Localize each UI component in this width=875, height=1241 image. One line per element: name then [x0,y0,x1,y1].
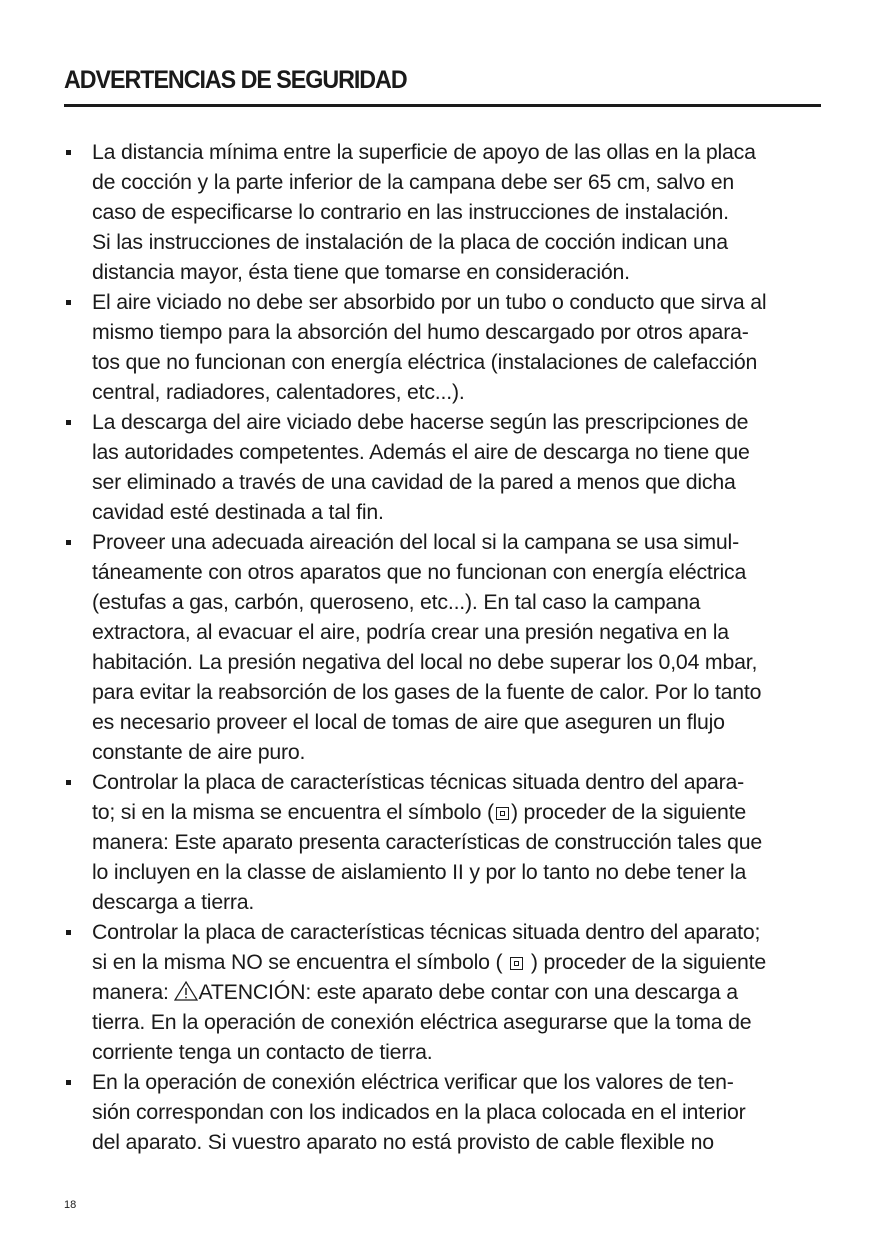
text-line: La distancia mínima entre la superficie de apoyo de las ollas en la placa [92,140,756,164]
bullet-marker [66,780,71,785]
text-line: las autoridades competentes. Además el aire de descarga no tiene que [92,440,750,464]
text-line: (estufas a gas, carbón, queroseno, etc...). En tal caso la campana [92,590,701,614]
text-line: tos que no funcionan con energía eléctrica (instalaciones de calefacción [92,350,758,374]
text-line: táneamente con otros aparatos que no funcionan con energía eléctrica [92,560,747,584]
text-line: Si las instrucciones de instalación de la placa de cocción indican una [92,230,728,254]
text-line: sión correspondan con los indicados en la placa colocada en el interior [92,1100,746,1124]
double-insulation-symbol-icon [510,957,523,970]
text-line: tierra. En la operación de conexión eléctrica asegurarse que la toma de [92,1010,752,1034]
text-line: caso de especificarse lo contrario en las instrucciones de instalación. [92,200,729,224]
list-item [64,1067,821,1157]
text-line: del aparato. Si vuestro aparato no está provisto de cable flexible no [92,1130,714,1154]
bullet-marker [66,1080,71,1085]
list-item [64,407,821,527]
text-fragment: ATENCIÓN: este aparato debe contar con una descarga a [198,980,738,1004]
list-item [64,527,821,767]
text-fragment: ) proceder de la siguiente [530,950,766,974]
text-line: Controlar la placa de características técnicas situada dentro del aparato; [92,920,761,944]
text-line: habitación. La presión negativa del local no debe superar los 0,04 mbar, [92,650,758,674]
bullet-marker [66,150,71,155]
safety-warnings-list [64,137,821,1157]
list-item [64,767,821,917]
text-fragment: manera: [92,980,169,1004]
bullet-marker [66,420,71,425]
text-line: para evitar la reabsorción de los gases de la fuente de calor. Por lo tanto [92,680,762,704]
text-line: mismo tiempo para la absorción del humo descargado por otros apara- [92,320,749,344]
double-insulation-symbol-icon [496,807,509,820]
text-line: descarga a tierra. [92,890,255,914]
text-line: La descarga del aire viciado debe hacerse según las prescripciones de [92,410,749,434]
text-line: En la operación de conexión eléctrica verificar que los valores de ten- [92,1070,734,1094]
text-line: Proveer una adecuada aireación del local si la campana se usa simul- [92,530,739,554]
page-title: ADVERTENCIAS DE SEGURIDAD [64,66,407,94]
bullet-marker [66,930,71,935]
text-line: es necesario proveer el local de tomas de aire que aseguren un flujo [92,710,725,734]
list-item [64,287,821,407]
text-line: corriente tenga un contacto de tierra. [92,1040,433,1064]
text-line: extractora, al evacuar el aire, podría crear una presión negativa en la [92,620,729,644]
text-line: ser eliminado a través de una cavidad de la pared a menos que dicha [92,470,736,494]
text-line [92,977,821,1007]
page-number: 18 [64,1199,77,1211]
bullet-marker [66,540,71,545]
text-fragment: to; si en la misma se encuentra el símbolo ( [92,800,494,824]
text-line: lo incluyen en la classe de aislamiento II y por lo tanto no debe tener la [92,860,747,884]
text-line: distancia mayor, ésta tiene que tomarse en consideración. [92,260,630,284]
title-underline [64,104,821,107]
text-line [92,947,821,977]
text-line: de cocción y la parte inferior de la campana debe ser 65 cm, salvo en [92,170,735,194]
list-item [64,917,821,1067]
text-line [92,797,821,827]
text-line: constante de aire puro. [92,740,306,764]
text-fragment: si en la misma NO se encuentra el símbolo ( [92,950,503,974]
text-line: Controlar la placa de características técnicas situada dentro del apara- [92,770,745,794]
bullet-marker [66,300,71,305]
text-line: manera: Este aparato presenta características de construcción tales que [92,830,763,854]
list-item [64,137,821,287]
text-fragment: ) proceder de la siguiente [510,800,747,824]
text-line: cavidad esté destinada a tal fin. [92,500,384,524]
text-line: central, radiadores, calentadores, etc...). [92,380,465,404]
text-line: El aire viciado no debe ser absorbido por un tubo o conducto que sirva al [92,290,767,314]
